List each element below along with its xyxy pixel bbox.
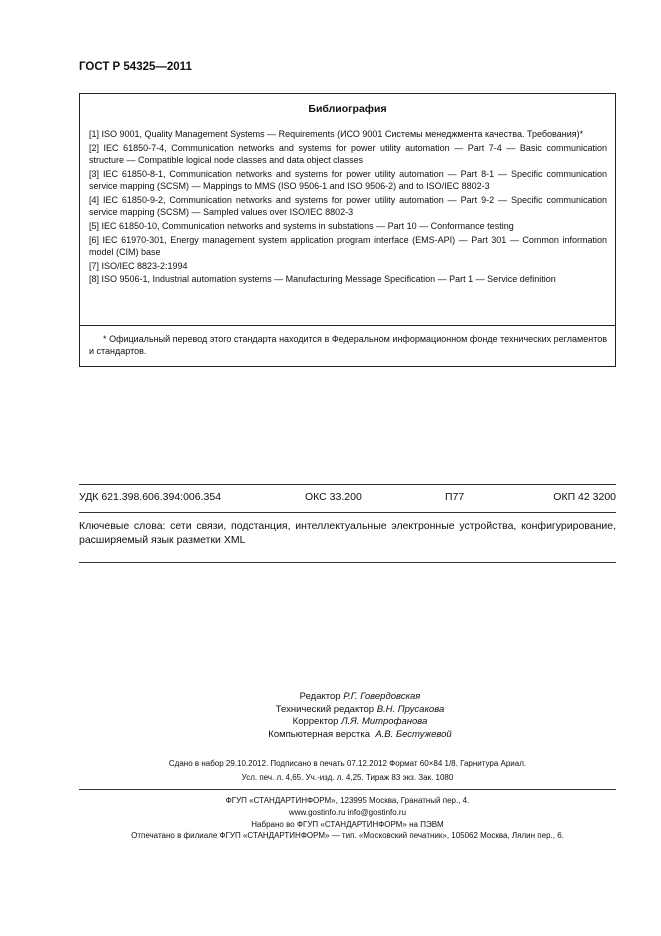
- publisher-line: Отпечатано в филиале ФГУП «СТАНДАРТИНФОРМ» — тип. «Московский печатник», 105062 Москва, Лялин пер., 6.: [131, 831, 564, 841]
- okp-code: ОКП 42 3200: [553, 491, 616, 503]
- publisher-line: ФГУП «СТАНДАРТИНФОРМ», 123995 Москва, Гранатный пер., 4.: [225, 796, 470, 805]
- credit-layout: Компьютерная верстка А.В. Бестужевой: [268, 728, 452, 740]
- middle-divider: [79, 512, 616, 513]
- bibliography-item: [7] ISO/IEC 8823-2:1994: [89, 260, 188, 271]
- bibliography-item: [2] IEC 61850-7-4, Communication networks and systems for power utility automation — Part 7-4 — Basic communication structure — Compatible logical node classes and data object classes: [89, 142, 607, 165]
- bottom-divider: [79, 562, 616, 563]
- bibliography-item: [1] ISO 9001, Quality Management Systems — Requirements (ИСО 9001 Системы менеджмента качества. Требования)*: [89, 129, 584, 139]
- print-info-line-1: Сдано в набор 29.10.2012. Подписано в печать 07.12.2012 Формат 60×84 1/8. Гарнитура Ариал.: [168, 759, 527, 768]
- publisher-divider: [79, 789, 616, 790]
- bibliography-item: [3] IEC 61850-8-1, Communication networks and systems for power utility automation — Part 8-1 — Specific communication service mapping (SCSM) — Mappings to MMS (ISO 9506-1 and ISO 9506-2) and to ISO/IEC 8802-3: [89, 168, 607, 191]
- bibliography-item: [4] IEC 61850-9-2, Communication networks and systems for power utility automation — Part 9-2 — Specific communication service mapping (SCSM) — Sampled values over ISO/IEC 8802-3: [89, 194, 607, 217]
- top-divider: [79, 484, 616, 485]
- bibliography-box: [79, 93, 616, 367]
- footnote-divider: [80, 325, 615, 326]
- bibliography-item: [8] ISO 9506-1, Industrial automation systems — Manufacturing Message Specification — Part 1 — Service definition: [89, 274, 556, 285]
- credit-editor: Редактор Р.Г. Говердовская: [299, 691, 421, 702]
- print-info-line-2: Усл. печ. л. 4,65. Уч.-изд. л. 4,25. Тираж 83 экз. Зак. 1080: [241, 773, 454, 782]
- publisher-block: [79, 795, 616, 842]
- group-code: П77: [445, 491, 465, 503]
- publisher-line: www.gostinfo.ru info@gostinfo.ru: [288, 807, 407, 817]
- credit-proofreader: Корректор Л.Я. Митрофанова: [292, 716, 428, 727]
- credit-tech-editor: Технический редактор В.Н. Прусакова: [275, 703, 445, 715]
- footnote: * Официальный перевод этого стандарта находится в Федеральном информационном фонде технических регламентов и стандартов.: [89, 334, 607, 357]
- bibliography-list: [89, 128, 607, 287]
- bibliography-item: [6] IEC 61970-301, Energy management system application program interface (EMS-API) — Part 301 — Common information model (CIM) base: [89, 234, 607, 257]
- credits-block: [230, 691, 490, 741]
- bibliography-item: [5] IEC 61850-10, Communication networks and systems in substations — Part 10 — Conformance testing: [89, 220, 514, 231]
- publisher-line: Набрано во ФГУП «СТАНДАРТИНФОРМ» на ПЭВМ: [251, 819, 444, 829]
- bibliography-title: Библиография: [308, 103, 387, 115]
- oks-code: ОКС 33.200: [305, 491, 362, 503]
- keywords: Ключевые слова: сети связи, подстанция, интеллектуальные электронные устройства, конфигурирование, расширяемый язык разметки XML: [79, 520, 616, 546]
- udk-code: УДК 621.398.606.394:006.354: [79, 491, 222, 503]
- standard-code: ГОСТ Р 54325—2011: [79, 61, 192, 73]
